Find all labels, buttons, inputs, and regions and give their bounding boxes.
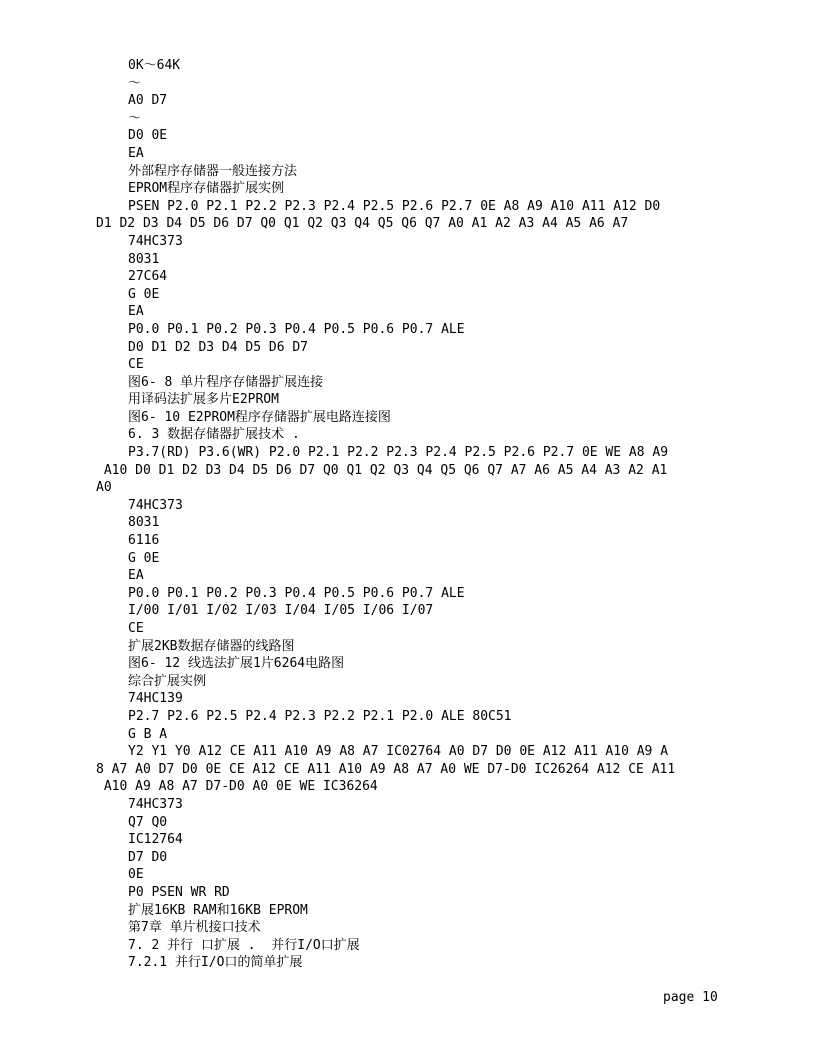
pin-label-line: A0 [96, 480, 112, 496]
text-line: D0 0E [128, 128, 168, 144]
text-line: CE [128, 357, 144, 373]
text-line: 6116 [128, 533, 160, 549]
figure-caption: 图6- 8 单片程序存储器扩展连接 [128, 374, 324, 390]
section-heading: 外部程序存储器一般连接方法 [128, 163, 298, 179]
text-line: 0E [128, 867, 144, 883]
text-line: P0 PSEN WR RD [128, 884, 230, 900]
pin-label-line: P3.7(RD) P3.6(WR) P2.0 P2.1 P2.2 P2.3 P2.4 P2.5 P2.6 P2.7 0E WE A8 A9 [128, 445, 669, 461]
text-line: Q7 Q0 [128, 814, 168, 830]
text-line: G 0E [128, 286, 160, 302]
figure-caption: 图6- 12 线选法扩展1片6264电路图 [128, 656, 345, 672]
text-line: 8031 [128, 251, 160, 267]
pin-label-line: P0.0 P0.1 P0.2 P0.3 P0.4 P0.5 P0.6 P0.7 ALE [128, 585, 465, 601]
text-line: ～ [128, 110, 142, 126]
section-heading: 6. 3 数据存储器扩展技术 . [128, 427, 300, 443]
document-body [96, 57, 696, 972]
text-line: 74HC373 [128, 796, 183, 812]
pin-label-line: A10 D0 D1 D2 D3 D4 D5 D6 D7 Q0 Q1 Q2 Q3 Q4 Q5 Q6 Q7 A7 A6 A5 A4 A3 A2 A1 [96, 462, 668, 478]
text-line: D7 D0 [128, 849, 168, 865]
figure-caption: 图6- 10 E2PROM程序存储器扩展电路连接图 [128, 409, 391, 425]
text-line: EA [128, 145, 144, 161]
text-line: G B A [128, 726, 168, 742]
pin-label-line: A10 A9 A8 A7 D7-D0 A0 0E WE IC36264 [96, 779, 378, 795]
pin-label-line: 8 A7 A0 D7 D0 0E CE A12 CE A11 A10 A9 A8 A7 A0 WE D7-D0 IC26264 A12 CE A11 [96, 761, 676, 777]
chapter-heading: 第7章 单片机接口技术 [128, 920, 261, 936]
text-line: A0 D7 [128, 93, 168, 109]
section-heading: 7. 2 并行 口扩展 . 并行I/O口扩展 [128, 937, 360, 953]
text-line: EA [128, 304, 144, 320]
text-line: 8031 [128, 515, 160, 531]
pin-label-line: P2.7 P2.6 P2.5 P2.4 P2.3 P2.2 P2.1 P2.0 ALE 80C51 [128, 708, 512, 724]
figure-caption: 扩展16KB RAM和16KB EPROM [128, 902, 308, 918]
text-line: 74HC373 [128, 233, 183, 249]
text-line: 0K～64K [128, 58, 181, 73]
pin-label-line: PSEN P2.0 P2.1 P2.2 P2.3 P2.4 P2.5 P2.6 P2.7 0E A8 A9 A10 A11 A12 D0 [128, 198, 661, 214]
text-line: IC12764 [128, 832, 183, 848]
pin-label-line: Y2 Y1 Y0 A12 CE A11 A10 A9 A8 A7 IC02764 A0 D7 D0 0E A12 A11 A10 A9 A [128, 744, 669, 760]
text-line: ～ [128, 75, 142, 91]
section-heading: 7.2.1 并行I/O口的简单扩展 [128, 955, 303, 971]
pin-label-line: I/00 I/01 I/02 I/03 I/04 I/05 I/06 I/07 [128, 603, 434, 619]
text-line: G 0E [128, 550, 160, 566]
pin-label-line: D1 D2 D3 D4 D5 D6 D7 Q0 Q1 Q2 Q3 Q4 Q5 Q6 Q7 A0 A1 A2 A3 A4 A5 A6 A7 [96, 216, 629, 232]
text-line: 27C64 [128, 269, 168, 285]
text-line: 74HC373 [128, 497, 183, 513]
pin-label-line: P0.0 P0.1 P0.2 P0.3 P0.4 P0.5 P0.6 P0.7 ALE [128, 321, 465, 337]
text-line: 74HC139 [128, 691, 183, 707]
page-number: page 10 [663, 990, 718, 1005]
figure-caption: 扩展2KB数据存储器的线路图 [128, 638, 295, 654]
section-heading: 用译码法扩展多片E2PROM [128, 392, 279, 408]
pin-label-line: D0 D1 D2 D3 D4 D5 D6 D7 [128, 339, 309, 355]
section-heading: EPROM程序存储器扩展实例 [128, 181, 285, 197]
section-heading: 综合扩展实例 [128, 673, 207, 689]
text-line: CE [128, 621, 144, 636]
text-line: EA [128, 568, 144, 584]
